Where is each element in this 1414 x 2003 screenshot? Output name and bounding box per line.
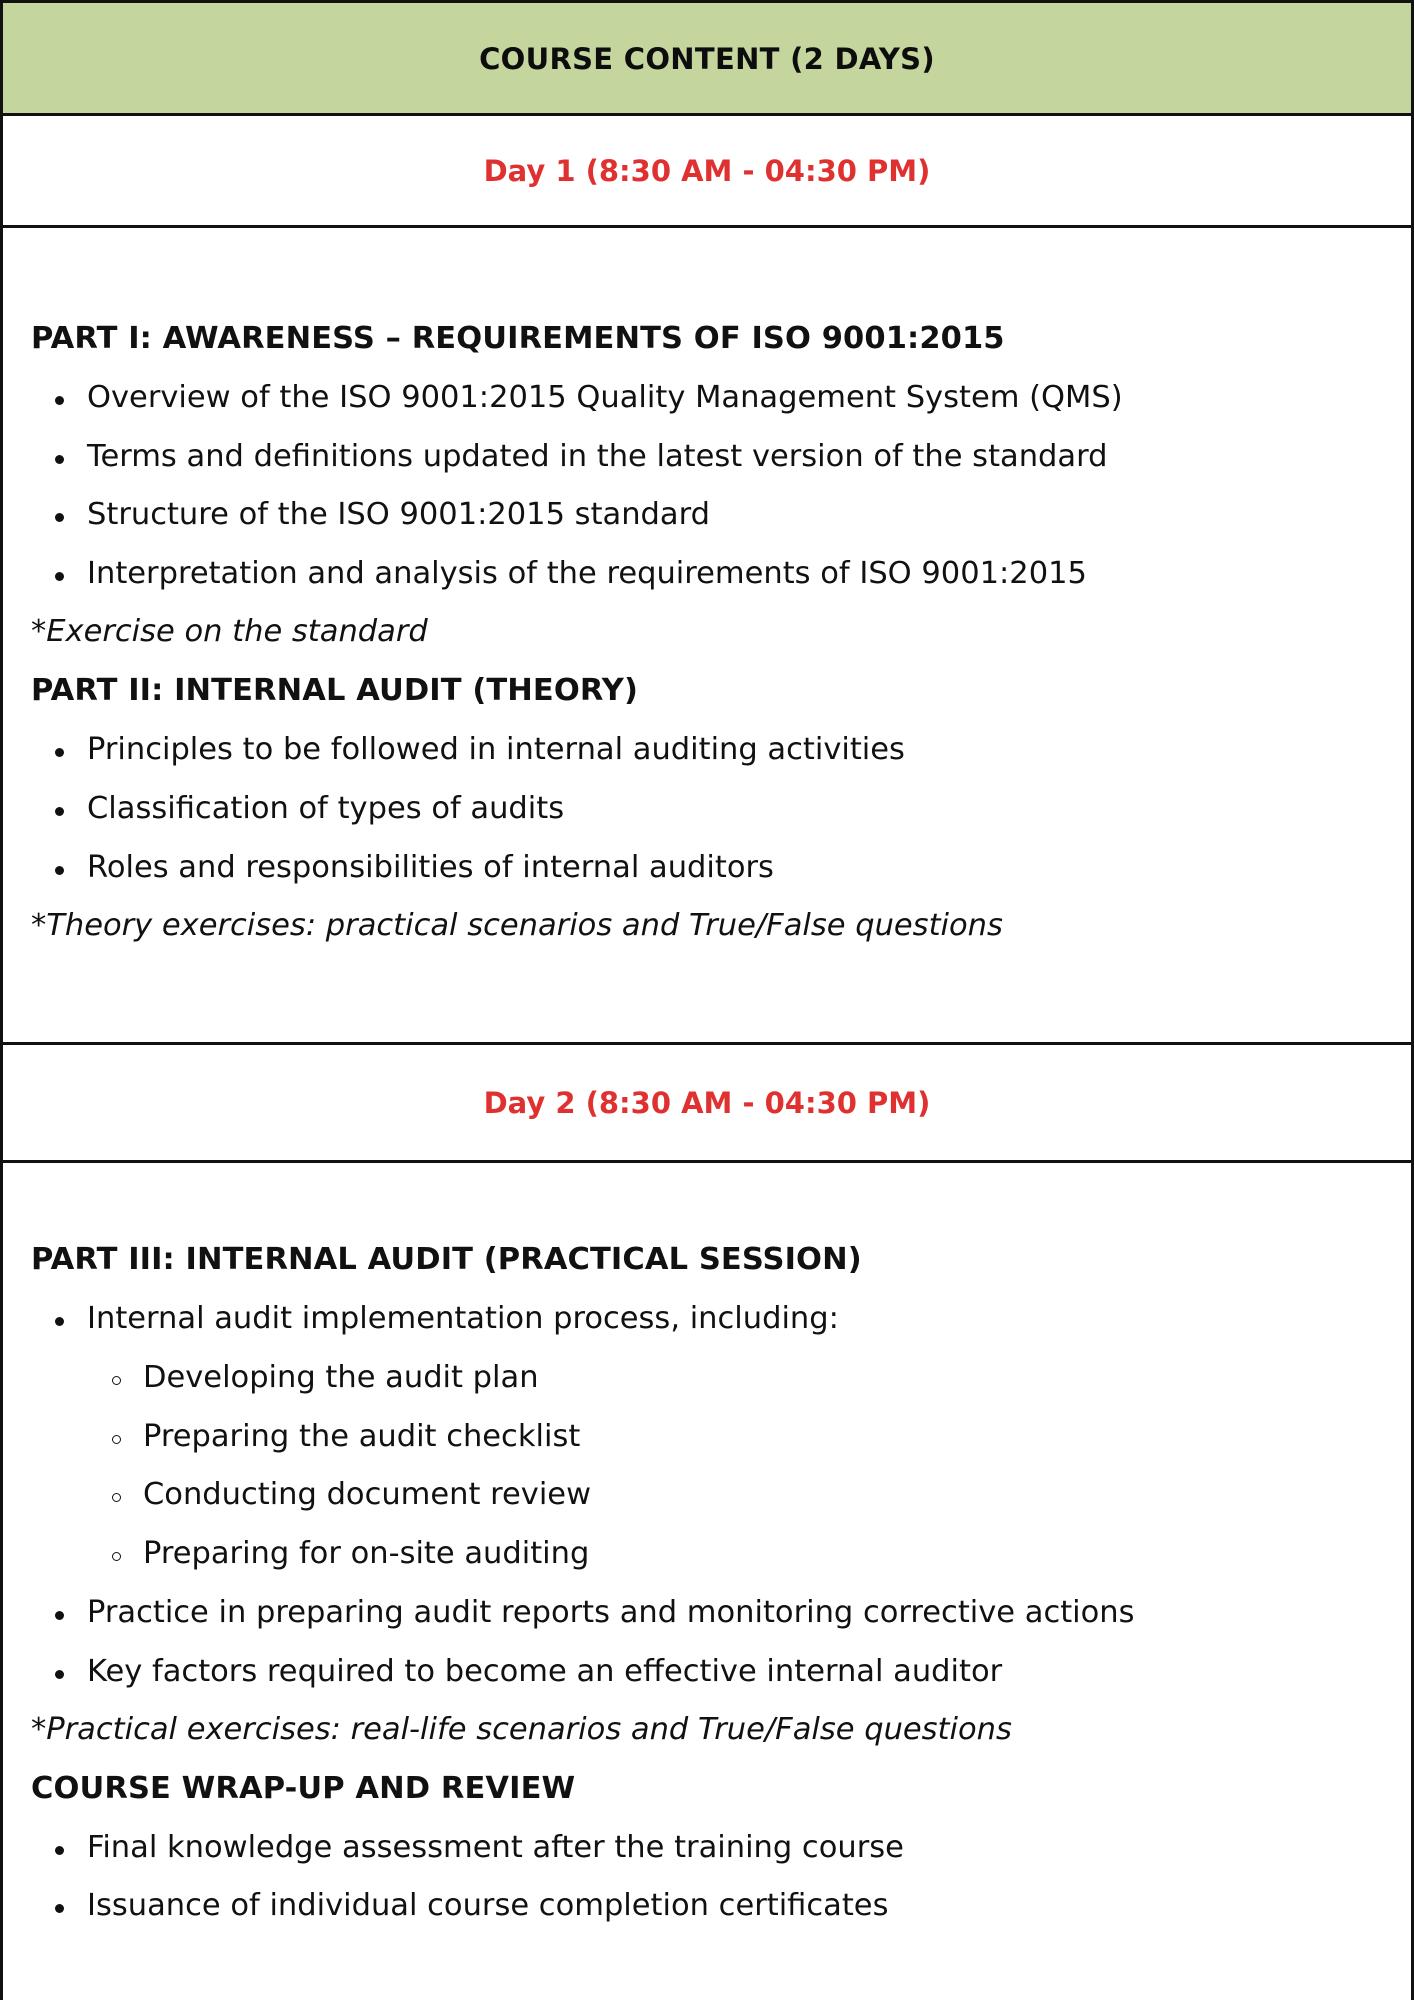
- day-1-header: [3, 116, 1411, 225]
- list-item-text: Final knowledge assessment after the training course: [87, 1830, 904, 1865]
- section-heading: PART II: INTERNAL AUDIT (THEORY): [31, 673, 638, 708]
- circle-bullet-icon: [112, 1435, 121, 1444]
- list-item-text: Interpretation and analysis of the requirements of ISO 9001:2015: [87, 556, 1087, 591]
- list-item-text: Issuance of individual course completion certificates: [87, 1888, 889, 1923]
- list-item-text: Terms and definitions updated in the latest version of the standard: [87, 439, 1108, 474]
- bullet-icon: [55, 866, 64, 875]
- exercise-note: *Practical exercises: real-life scenarios and True/False questions: [31, 1712, 1012, 1747]
- bullet-icon: [55, 1670, 64, 1679]
- section-heading: PART I: AWARENESS – REQUIREMENTS OF ISO 9001:2015: [31, 321, 1005, 356]
- table-header: [3, 3, 1411, 115]
- bullet-icon: [55, 748, 64, 757]
- list-item-text: Overview of the ISO 9001:2015 Quality Management System (QMS): [87, 380, 1123, 415]
- exercise-note: *Exercise on the standard: [31, 614, 428, 649]
- day-2-title: Day 2 (8:30 AM - 04:30 PM): [483, 1085, 931, 1120]
- circle-bullet-icon: [112, 1552, 121, 1561]
- bullet-icon: [55, 1904, 64, 1913]
- bullet-icon: [55, 1317, 64, 1326]
- bullet-icon: [55, 807, 64, 816]
- bullet-icon: [55, 396, 64, 405]
- day-2-content: [3, 1163, 1411, 2003]
- day-1-title: Day 1 (8:30 AM - 04:30 PM): [483, 153, 931, 188]
- circle-bullet-icon: [112, 1376, 121, 1385]
- list-item-text: Classification of types of audits: [87, 791, 565, 826]
- day-2-header: [3, 1045, 1411, 1160]
- bullet-icon: [55, 1611, 64, 1620]
- list-item-text: Key factors required to become an effective internal auditor: [87, 1654, 1003, 1689]
- list-item-text: Internal audit implementation process, including:: [87, 1301, 839, 1336]
- sub-list-item-text: Conducting document review: [143, 1477, 592, 1512]
- bullet-icon: [55, 1846, 64, 1855]
- section-heading: PART III: INTERNAL AUDIT (PRACTICAL SESSION): [31, 1242, 862, 1277]
- sub-list-item-text: Developing the audit plan: [143, 1360, 539, 1395]
- circle-bullet-icon: [112, 1493, 121, 1502]
- bullet-icon: [55, 572, 64, 581]
- list-item-text: Roles and responsibilities of internal auditors: [87, 850, 774, 885]
- sub-list-item-text: Preparing for on-site auditing: [143, 1536, 590, 1571]
- list-item-text: Principles to be followed in internal auditing activities: [87, 732, 905, 767]
- header-title: COURSE CONTENT (2 DAYS): [479, 42, 935, 76]
- exercise-note: *Theory exercises: practical scenarios and True/False questions: [31, 908, 1003, 943]
- sub-list-item-text: Preparing the audit checklist: [143, 1419, 581, 1454]
- section-heading: COURSE WRAP-UP AND REVIEW: [31, 1771, 576, 1806]
- bullet-icon: [55, 513, 64, 522]
- day-1-content: [3, 228, 1411, 1042]
- list-item-text: Practice in preparing audit reports and monitoring corrective actions: [87, 1595, 1135, 1630]
- list-item-text: Structure of the ISO 9001:2015 standard: [87, 497, 710, 532]
- bullet-icon: [55, 455, 64, 464]
